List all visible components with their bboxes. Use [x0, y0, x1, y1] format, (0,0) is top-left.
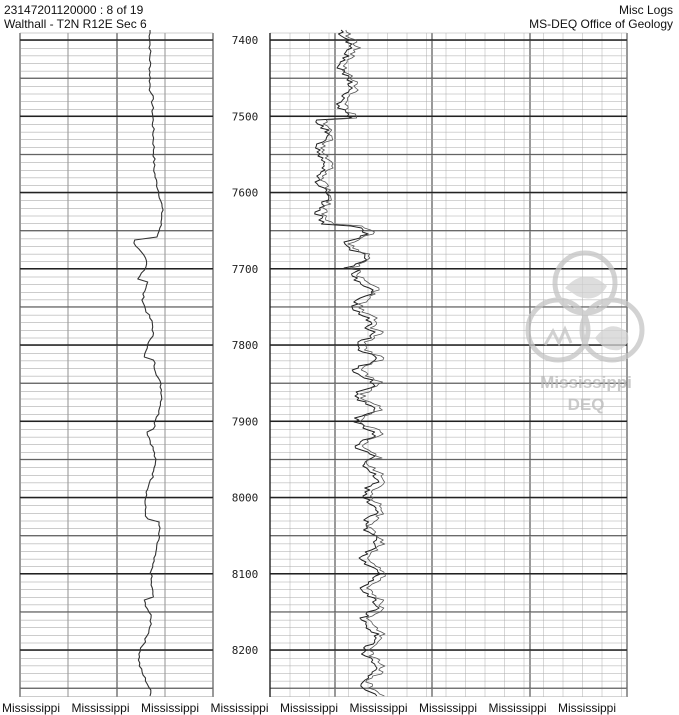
footer-watermark-word: Mississippi	[349, 701, 408, 715]
footer-watermark-word: Mississippi	[558, 701, 617, 715]
left-track-grid	[20, 33, 213, 697]
well-location-label: Walthall - T2N R12E Sec 6	[4, 17, 147, 31]
footer-watermark-word: Mississippi	[71, 701, 130, 715]
resistivity-curve-deep	[315, 30, 381, 696]
resistivity-curve-shallow	[320, 30, 385, 696]
footer-watermark-word: Mississippi	[488, 701, 547, 715]
depth-label: 7900	[231, 415, 259, 429]
right-track-grid	[270, 33, 627, 697]
agency-label: MS-DEQ Office of Geology	[529, 17, 673, 31]
depth-label: 7500	[231, 110, 259, 124]
depth-scale	[232, 34, 259, 657]
log-type-label: Misc Logs	[618, 3, 673, 17]
depth-label: 7400	[231, 34, 259, 47]
depth-label: 8100	[231, 567, 259, 581]
depth-label: 7700	[231, 262, 259, 276]
footer-watermark-word: Mississippi	[210, 701, 269, 715]
depth-label: 7800	[231, 339, 259, 352]
left-track-curve	[134, 30, 163, 696]
footer-watermark-word: Mississippi	[280, 701, 339, 715]
watermark-line1: Mississippi	[540, 373, 632, 392]
watermark-line2: DEQ	[567, 395, 605, 414]
footer-watermark-word: Mississippi	[2, 701, 61, 715]
footer-watermark-word: Mississippi	[419, 701, 478, 715]
depth-label: 7600	[231, 186, 259, 200]
depth-label: 8000	[231, 491, 259, 505]
footer-watermark-word: Mississippi	[141, 701, 200, 715]
well-id-page-label: 23147201120000 : 8 of 19	[4, 3, 144, 17]
log-curves	[134, 30, 386, 696]
depth-label: 8200	[231, 644, 259, 657]
